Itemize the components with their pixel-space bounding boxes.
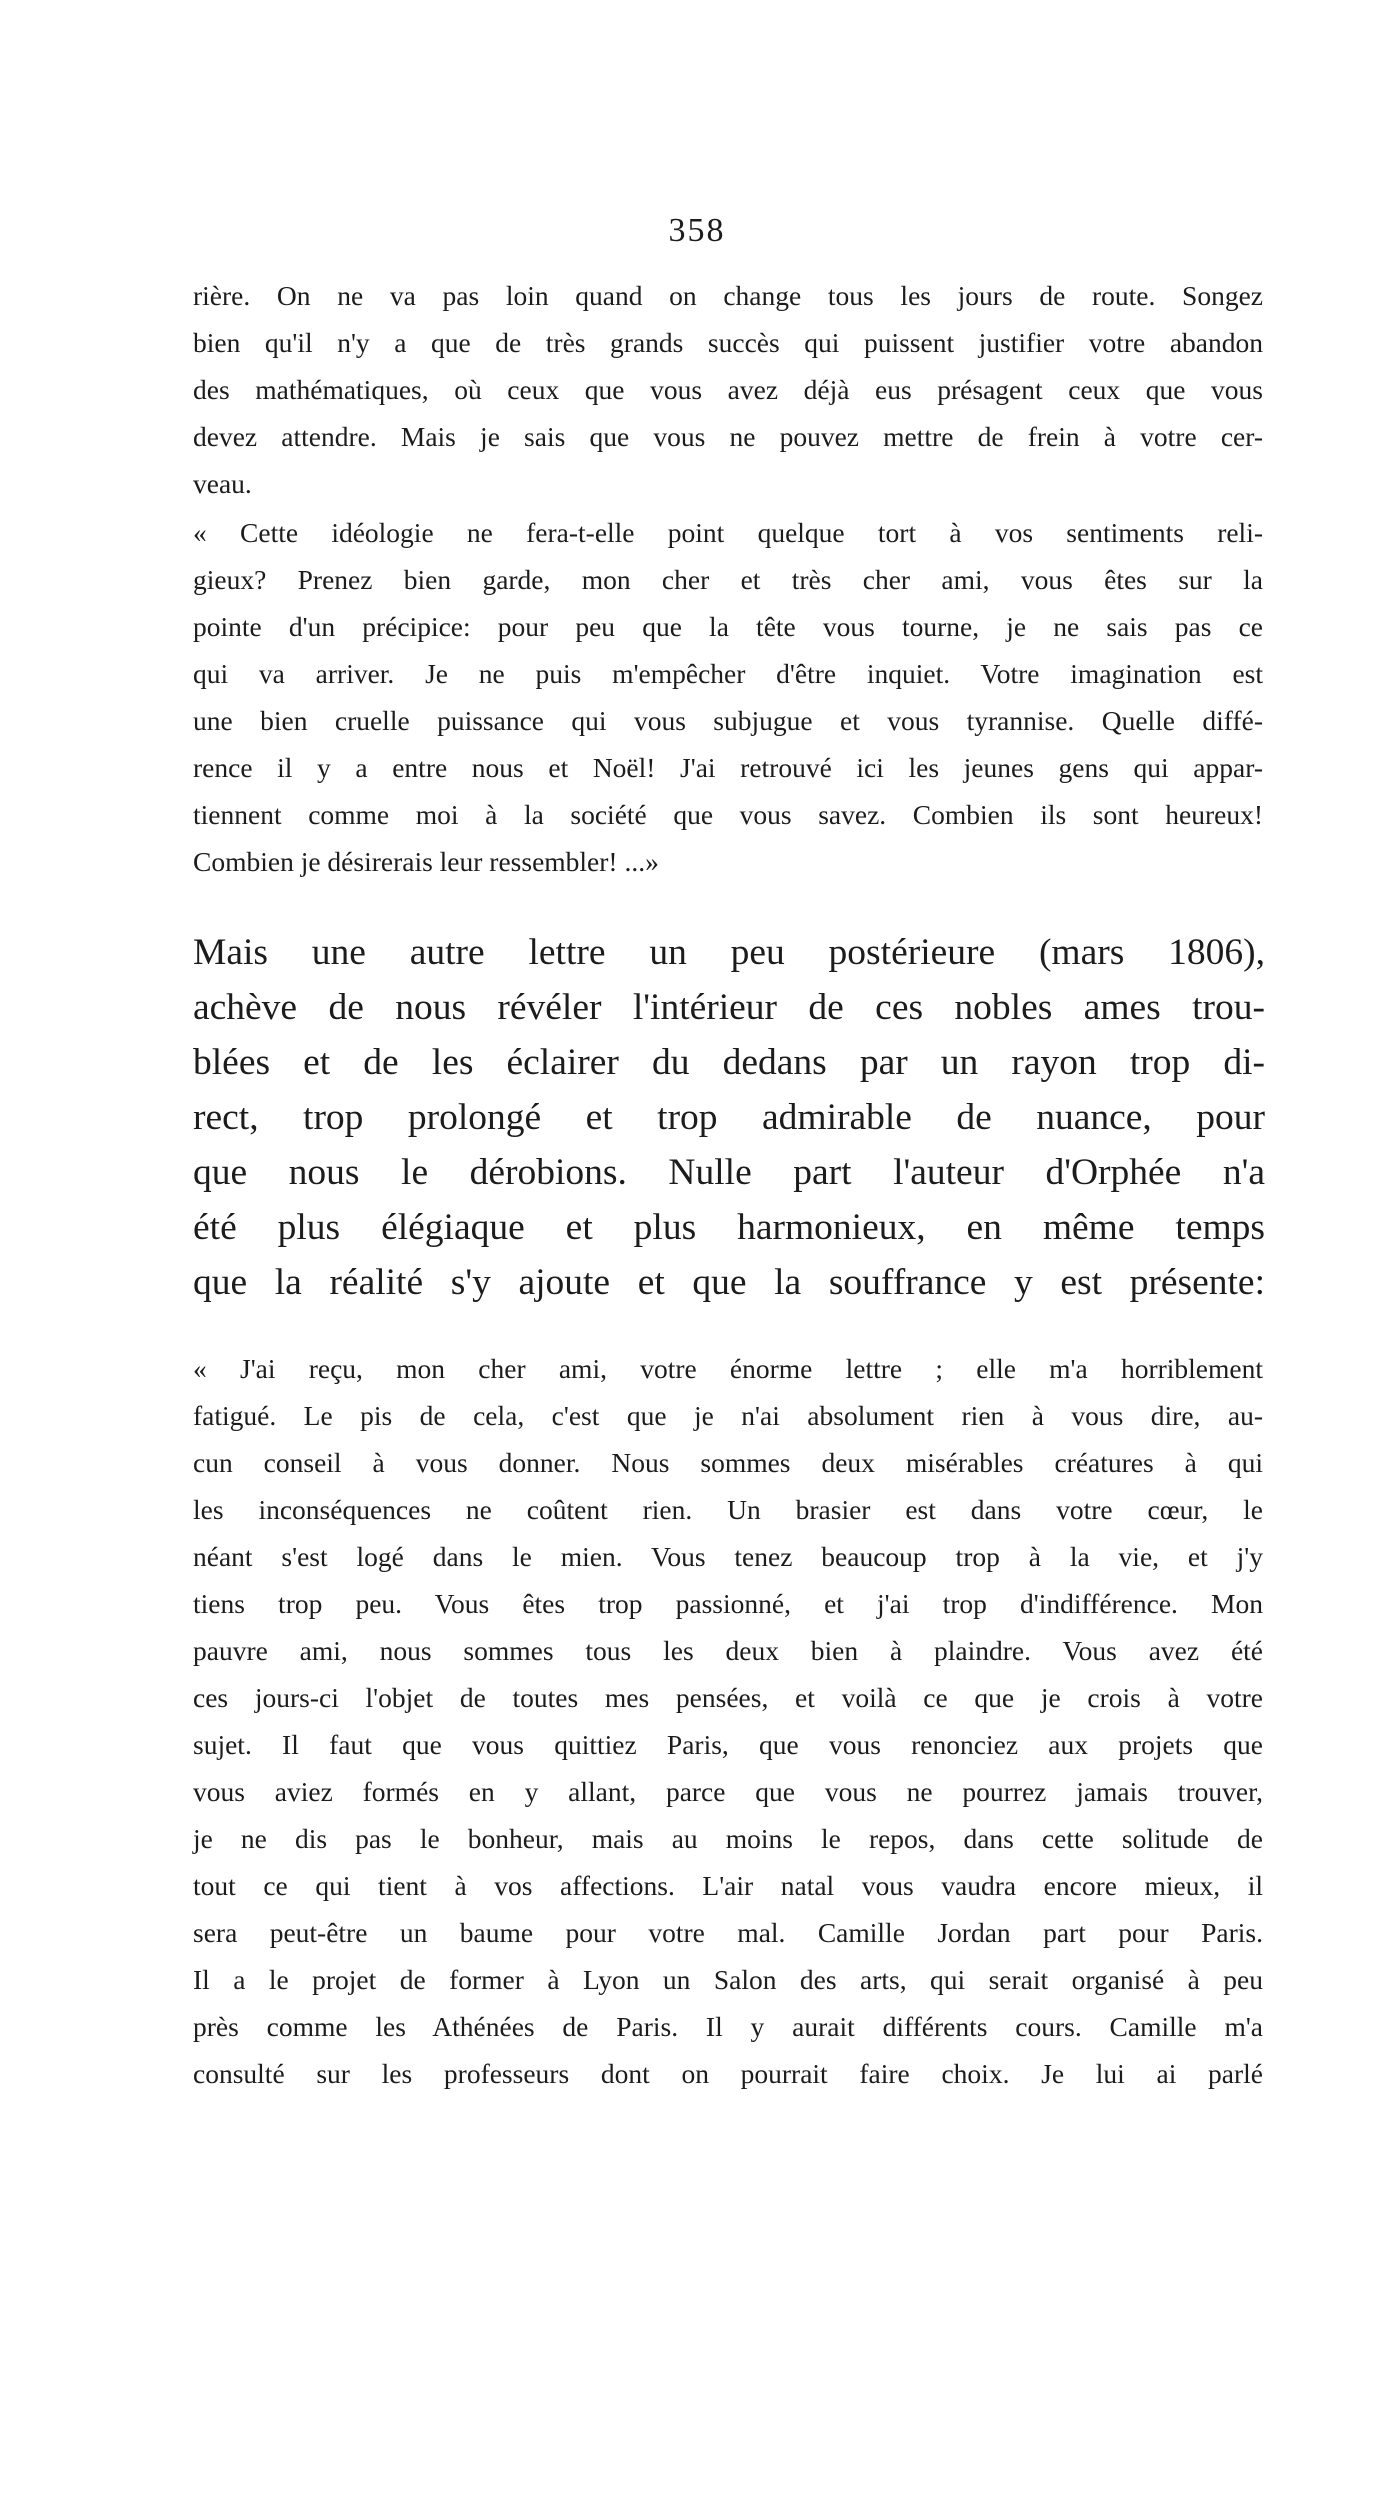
text-line: rect, trop prolongé et trop admirable de nuance, pour: [193, 1097, 1265, 1138]
text-line: rence il y a entre nous et Noël! J'ai retrouvé ici les jeunes gens qui appar-: [193, 752, 1263, 783]
text-line: vous aviez formés en y allant, parce que vous ne pourrez jamais trouver,: [193, 1776, 1263, 1807]
text-line: que la réalité s'y ajoute et que la souffrance y est présente:: [193, 1262, 1265, 1303]
text-line: tiens trop peu. Vous êtes trop passionné, et j'ai trop d'indifférence. Mon: [193, 1588, 1263, 1619]
text-line: je ne dis pas le bonheur, mais au moins le repos, dans cette solitude de: [193, 1823, 1263, 1854]
text-line: tout ce qui tient à vos affections. L'air natal vous vaudra encore mieux, il: [193, 1870, 1263, 1901]
text-line: « J'ai reçu, mon cher ami, votre énorme lettre ; elle m'a horriblement: [193, 1353, 1263, 1384]
text-line: pointe d'un précipice: pour peu que la tête vous tourne, je ne sais pas ce: [193, 611, 1263, 642]
letter-quote: [193, 1345, 1263, 2097]
text-line: été plus élégiaque et plus harmonieux, en même temps: [193, 1207, 1265, 1248]
text-line: rière. On ne va pas loin quand on change tous les jours de route. Songez: [193, 280, 1263, 311]
text-line: blées et de les éclairer du dedans par un rayon trop di-: [193, 1042, 1265, 1083]
text-line: néant s'est logé dans le mien. Vous tenez beaucoup trop à la vie, et j'y: [193, 1541, 1263, 1572]
quote-paragraph: [193, 509, 1263, 885]
text-line: près comme les Athénées de Paris. Il y aurait différents cours. Camille m'a: [193, 2011, 1263, 2042]
text-line: fatigué. Le pis de cela, c'est que je n'ai absolument rien à vous dire, au-: [193, 1400, 1263, 1431]
text-line: gieux? Prenez bien garde, mon cher et très cher ami, vous êtes sur la: [193, 564, 1263, 595]
text-line: devez attendre. Mais je sais que vous ne pouvez mettre de frein à votre cer-: [193, 421, 1263, 452]
text-line: consulté sur les professeurs dont on pourrait faire choix. Je lui ai parlé: [193, 2058, 1263, 2089]
text-line: qui va arriver. Je ne puis m'empêcher d'être inquiet. Votre imagination est: [193, 658, 1263, 689]
text-line: achève de nous révéler l'intérieur de ces nobles ames trou-: [193, 987, 1265, 1028]
text-line: veau.: [193, 468, 252, 499]
quote-continuation: [193, 272, 1263, 507]
text-line: que nous le dérobions. Nulle part l'auteur d'Orphée n'a: [193, 1152, 1265, 1193]
text-line: bien qu'il n'y a que de très grands succès qui puissent justifier votre abandon: [193, 327, 1263, 358]
text-line: une bien cruelle puissance qui vous subjugue et vous tyrannise. Quelle diffé-: [193, 705, 1263, 736]
text-line: Mais une autre lettre un peu postérieure (mars 1806),: [193, 932, 1265, 973]
text-line: Combien je désirerais leur ressembler! ...»: [193, 846, 659, 877]
text-line: ces jours-ci l'objet de toutes mes pensées, et voilà ce que je crois à votre: [193, 1682, 1263, 1713]
narrative-paragraph: [193, 925, 1265, 1310]
text-line: Il a le projet de former à Lyon un Salon des arts, qui serait organisé à peu: [193, 1964, 1263, 1995]
text-line: tiennent comme moi à la société que vous savez. Combien ils sont heureux!: [193, 799, 1263, 830]
text-line: des mathématiques, où ceux que vous avez déjà eus présagent ceux que vous: [193, 374, 1263, 405]
text-line: sera peut-être un baume pour votre mal. Camille Jordan part pour Paris.: [193, 1917, 1263, 1948]
text-line: « Cette idéologie ne fera-t-elle point quelque tort à vos sentiments reli-: [193, 517, 1263, 548]
text-line: cun conseil à vous donner. Nous sommes deux misérables créatures à qui: [193, 1447, 1263, 1478]
text-line: sujet. Il faut que vous quittiez Paris, que vous renonciez aux projets que: [193, 1729, 1263, 1760]
page-number: 358: [668, 212, 726, 249]
text-line: pauvre ami, nous sommes tous les deux bien à plaindre. Vous avez été: [193, 1635, 1263, 1666]
text-line: les inconséquences ne coûtent rien. Un brasier est dans votre cœur, le: [193, 1494, 1263, 1525]
